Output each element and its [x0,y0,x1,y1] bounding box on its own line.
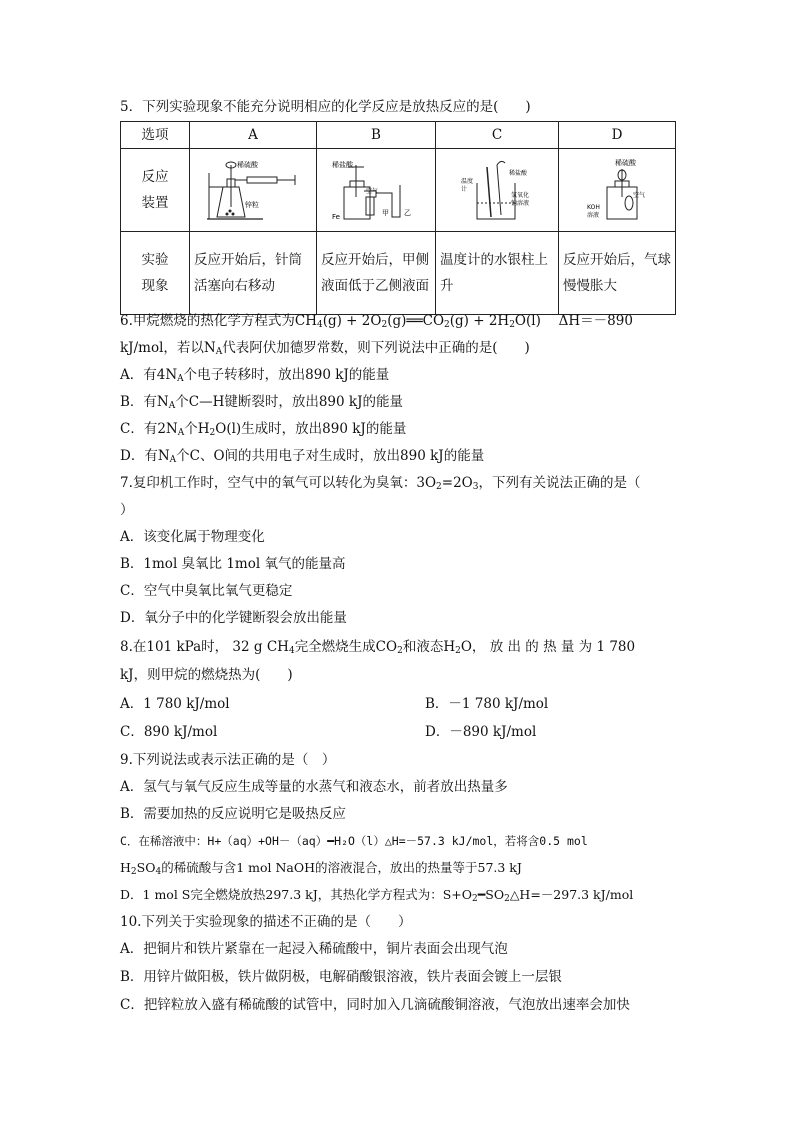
q7-stem-line2: ） [120,502,134,518]
q9-option-c-line2: $H_2SO_4$的稀硫酸与含1 mol NaOH的溶液混合，放出的热量等于57.3 kJ [120,860,522,877]
q7-stem-line1: 7.复印机工作时，空气中的氧气可以转化为臭氧：$3O_2=2O_3$，下列有关说法正确的是（ [120,475,641,492]
q10-option-b: B．用锌片做阳极，铁片做阴极，电解硝酸银溶液，铁片表面会镀上一层银 [120,969,562,985]
fig-d-air: 空气 [633,192,646,199]
apparatus-d-figure [567,157,667,223]
q7-option-d: D．氧分子中的化学键断裂会放出能量 [120,610,347,626]
observation-c-text: 温度计的水银柱上升 [440,252,548,294]
q7-option-b: B．1mol 臭氧比 1mol 氧气的能量高 [120,556,346,572]
q6-stem-line1: 6.甲烷燃烧的热化学方程式为$CH_4(g)$ + $2O_2(g)══CO_2(g) + 2H_2O(l)$ ΔH＝－890 [120,313,633,330]
q7-option-c: C．空气中臭氧比氧气更稳定 [120,583,293,599]
fig-b-jia: 甲 [382,209,389,217]
q8-option-a: A．1 780 kJ/mol [120,696,230,712]
observation-label [121,232,190,315]
table-observation-row [121,232,676,315]
fig-c-thermo-1: 温度 [461,178,474,185]
fig-c-acid: 稀盐酸 [509,170,528,177]
fig-d-koh-2: 溶液 [587,212,600,219]
observation-d [559,232,676,315]
observation-d-text: 反应开始后，气球慢慢胀大 [563,252,671,294]
q9-option-a: A．氢气与氧气反应生成等量的水蒸气和液态水，前者放出热量多 [120,779,508,795]
q9-option-b: B．需要加热的反应说明它是吸热反应 [120,806,346,822]
q8-option-d: D．－890 kJ/mol [425,724,537,740]
table-apparatus-row [121,149,676,232]
fig-a-acid: 稀硫酸 [237,161,258,169]
apparatus-label-line2: 装置 [141,195,169,211]
header-b: B [317,122,436,149]
q10-stem: 10.下列关于实验现象的描述不正确的是（ ） [120,914,412,930]
fig-b-acid: 稀盐酸 [332,161,353,169]
q8-option-c: C．890 kJ/mol [120,724,218,740]
q6-option-c: C．有$2N_A$个$H_2O(l)$生成时，放出890 kJ的能量 [120,421,407,438]
observation-c [436,232,559,315]
q9-option-d: D．1 mol S完全燃烧放热297.3 kJ，其热化学方程式为：$S+O_2━SO_2\triangle H=-297.3$ kJ/mol [120,887,634,904]
observation-a-text: 反应开始后，针筒活塞向右移动 [194,252,302,294]
header-c: C [436,122,559,149]
q8-option-b: B．－1 780 kJ/mol [425,696,549,712]
apparatus-a-figure [203,157,303,223]
fig-b-air: 空气 [366,188,379,195]
observation-b-text: 反应开始后，甲侧液面低于乙侧液面 [321,252,429,294]
apparatus-c-figure [447,157,547,223]
q10-option-c: C．把锌粒放入盛有稀硫酸的试管中，同时加入几滴硫酸铜溶液，气泡放出速率会加快 [120,997,630,1013]
observation-a [190,232,317,315]
fig-a-zn: 锌粒 [245,201,259,209]
apparatus-label-line1: 反应 [141,169,169,185]
q8-stem-line1: 8.在101 kPa时， 32 g $CH_4$完全燃烧生成$CO_2$和液态$H_2O$， 放 出 的 热 量 为 1 780 [120,639,636,656]
q10-option-a: A．把铜片和铁片紧靠在一起浸入稀硫酸中，铜片表面会出现气泡 [120,941,508,957]
table-header-row [121,122,676,149]
q9-stem: 9.下列说法或表示法正确的是（ ） [120,752,336,768]
apparatus-b [317,149,436,232]
fig-d-acid: 稀硫酸 [615,159,636,167]
q6-option-b: B．有$N_A$个C—H键断裂时，放出890 kJ的能量 [120,394,403,411]
apparatus-a [190,149,317,232]
observation-label-line1: 实验 [141,252,169,268]
apparatus-label [121,149,190,232]
header-a: A [190,122,317,149]
q8-stem-line2: kJ，则甲烷的燃烧热为( ) [120,667,293,683]
q6-option-a: A．有$4N_A$个电子转移时，放出890 kJ的能量 [120,367,390,384]
q5-stem: 5．下列实验现象不能充分说明相应的化学反应是放热反应的是( ) [120,99,531,115]
fig-c-thermo-2: 计 [461,186,468,193]
apparatus-d [559,149,676,232]
header-label: 选项 [121,122,190,149]
fig-d-koh-1: KOH [587,204,600,211]
observation-b [317,232,436,315]
fig-c-naoh-2: 钠溶液 [511,200,530,207]
apparatus-c [436,149,559,232]
fig-b-fe: Fe [332,213,340,221]
q7-option-a: A．该变化属于物理变化 [120,529,265,545]
q6-option-d: D．有$N_A$个C、O间的共用电子对生成时，放出890 kJ的能量 [120,448,485,465]
q6-stem-line2: kJ/mol，若以$N_A$代表阿伏加德罗常数，则下列说法中正确的是( ) [120,340,530,357]
fig-b-yi: 乙 [404,209,411,217]
header-d: D [559,122,676,149]
apparatus-b-figure [326,157,426,223]
q9-option-c-line1: C．在稀溶液中：H+（aq）+OH－（aq）━H₂O（l）△H=－57.3 kJ/mol，若将含0.5 mol [120,834,588,848]
q5-experiment-table [120,121,676,315]
observation-label-line2: 现象 [141,278,169,294]
fig-c-naoh-1: 氢氧化 [511,192,530,199]
